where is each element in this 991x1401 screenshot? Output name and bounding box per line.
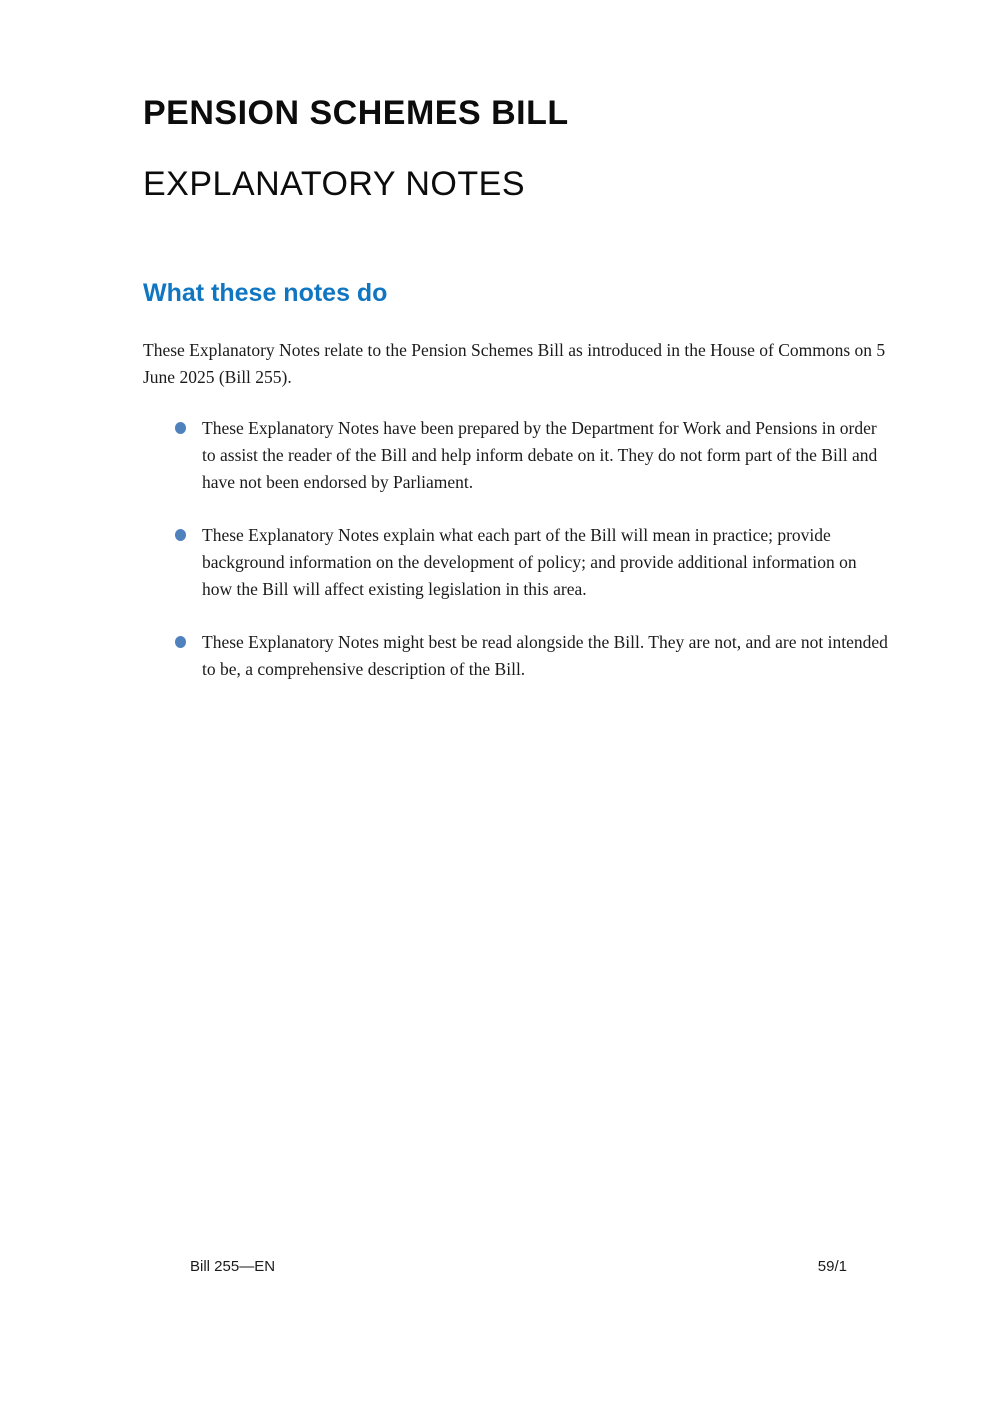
list-item [143,629,891,683]
bullet-text: These Explanatory Notes might best be read alongside the Bill. They are not, and are not intended to be, a comprehensive description of the Bill. [202,632,888,680]
intro-paragraph: These Explanatory Notes relate to the Pension Schemes Bill as introduced in the House of Commons on 5 June 2025 (Bill 255). [143,340,886,388]
page-footer [190,1258,847,1275]
document-content [0,0,991,683]
bullet-text: These Explanatory Notes explain what each part of the Bill will mean in practice; provide background information on the development of policy; and provide additional information on how the Bill will affect existing legislation in this area. [202,525,857,600]
bullet-icon [175,529,186,541]
list-item [143,522,891,603]
bullet-icon [175,636,186,648]
list-item [143,415,891,496]
section-heading: What these notes do [143,278,388,307]
footer-page-number: 59/1 [817,1258,847,1275]
doc-subtitle: EXPLANATORY NOTES [143,165,526,204]
bullet-list [143,415,891,683]
bill-title: PENSION SCHEMES BILL [143,94,569,132]
footer-bill-number: Bill 255—EN [190,1258,276,1275]
bullet-text: These Explanatory Notes have been prepared by the Department for Work and Pensions in order to assist the reader of the Bill and help inform debate on it. They do not form part of the Bill and have not been endorsed by Parliament. [202,418,878,493]
bullet-icon [175,422,186,434]
